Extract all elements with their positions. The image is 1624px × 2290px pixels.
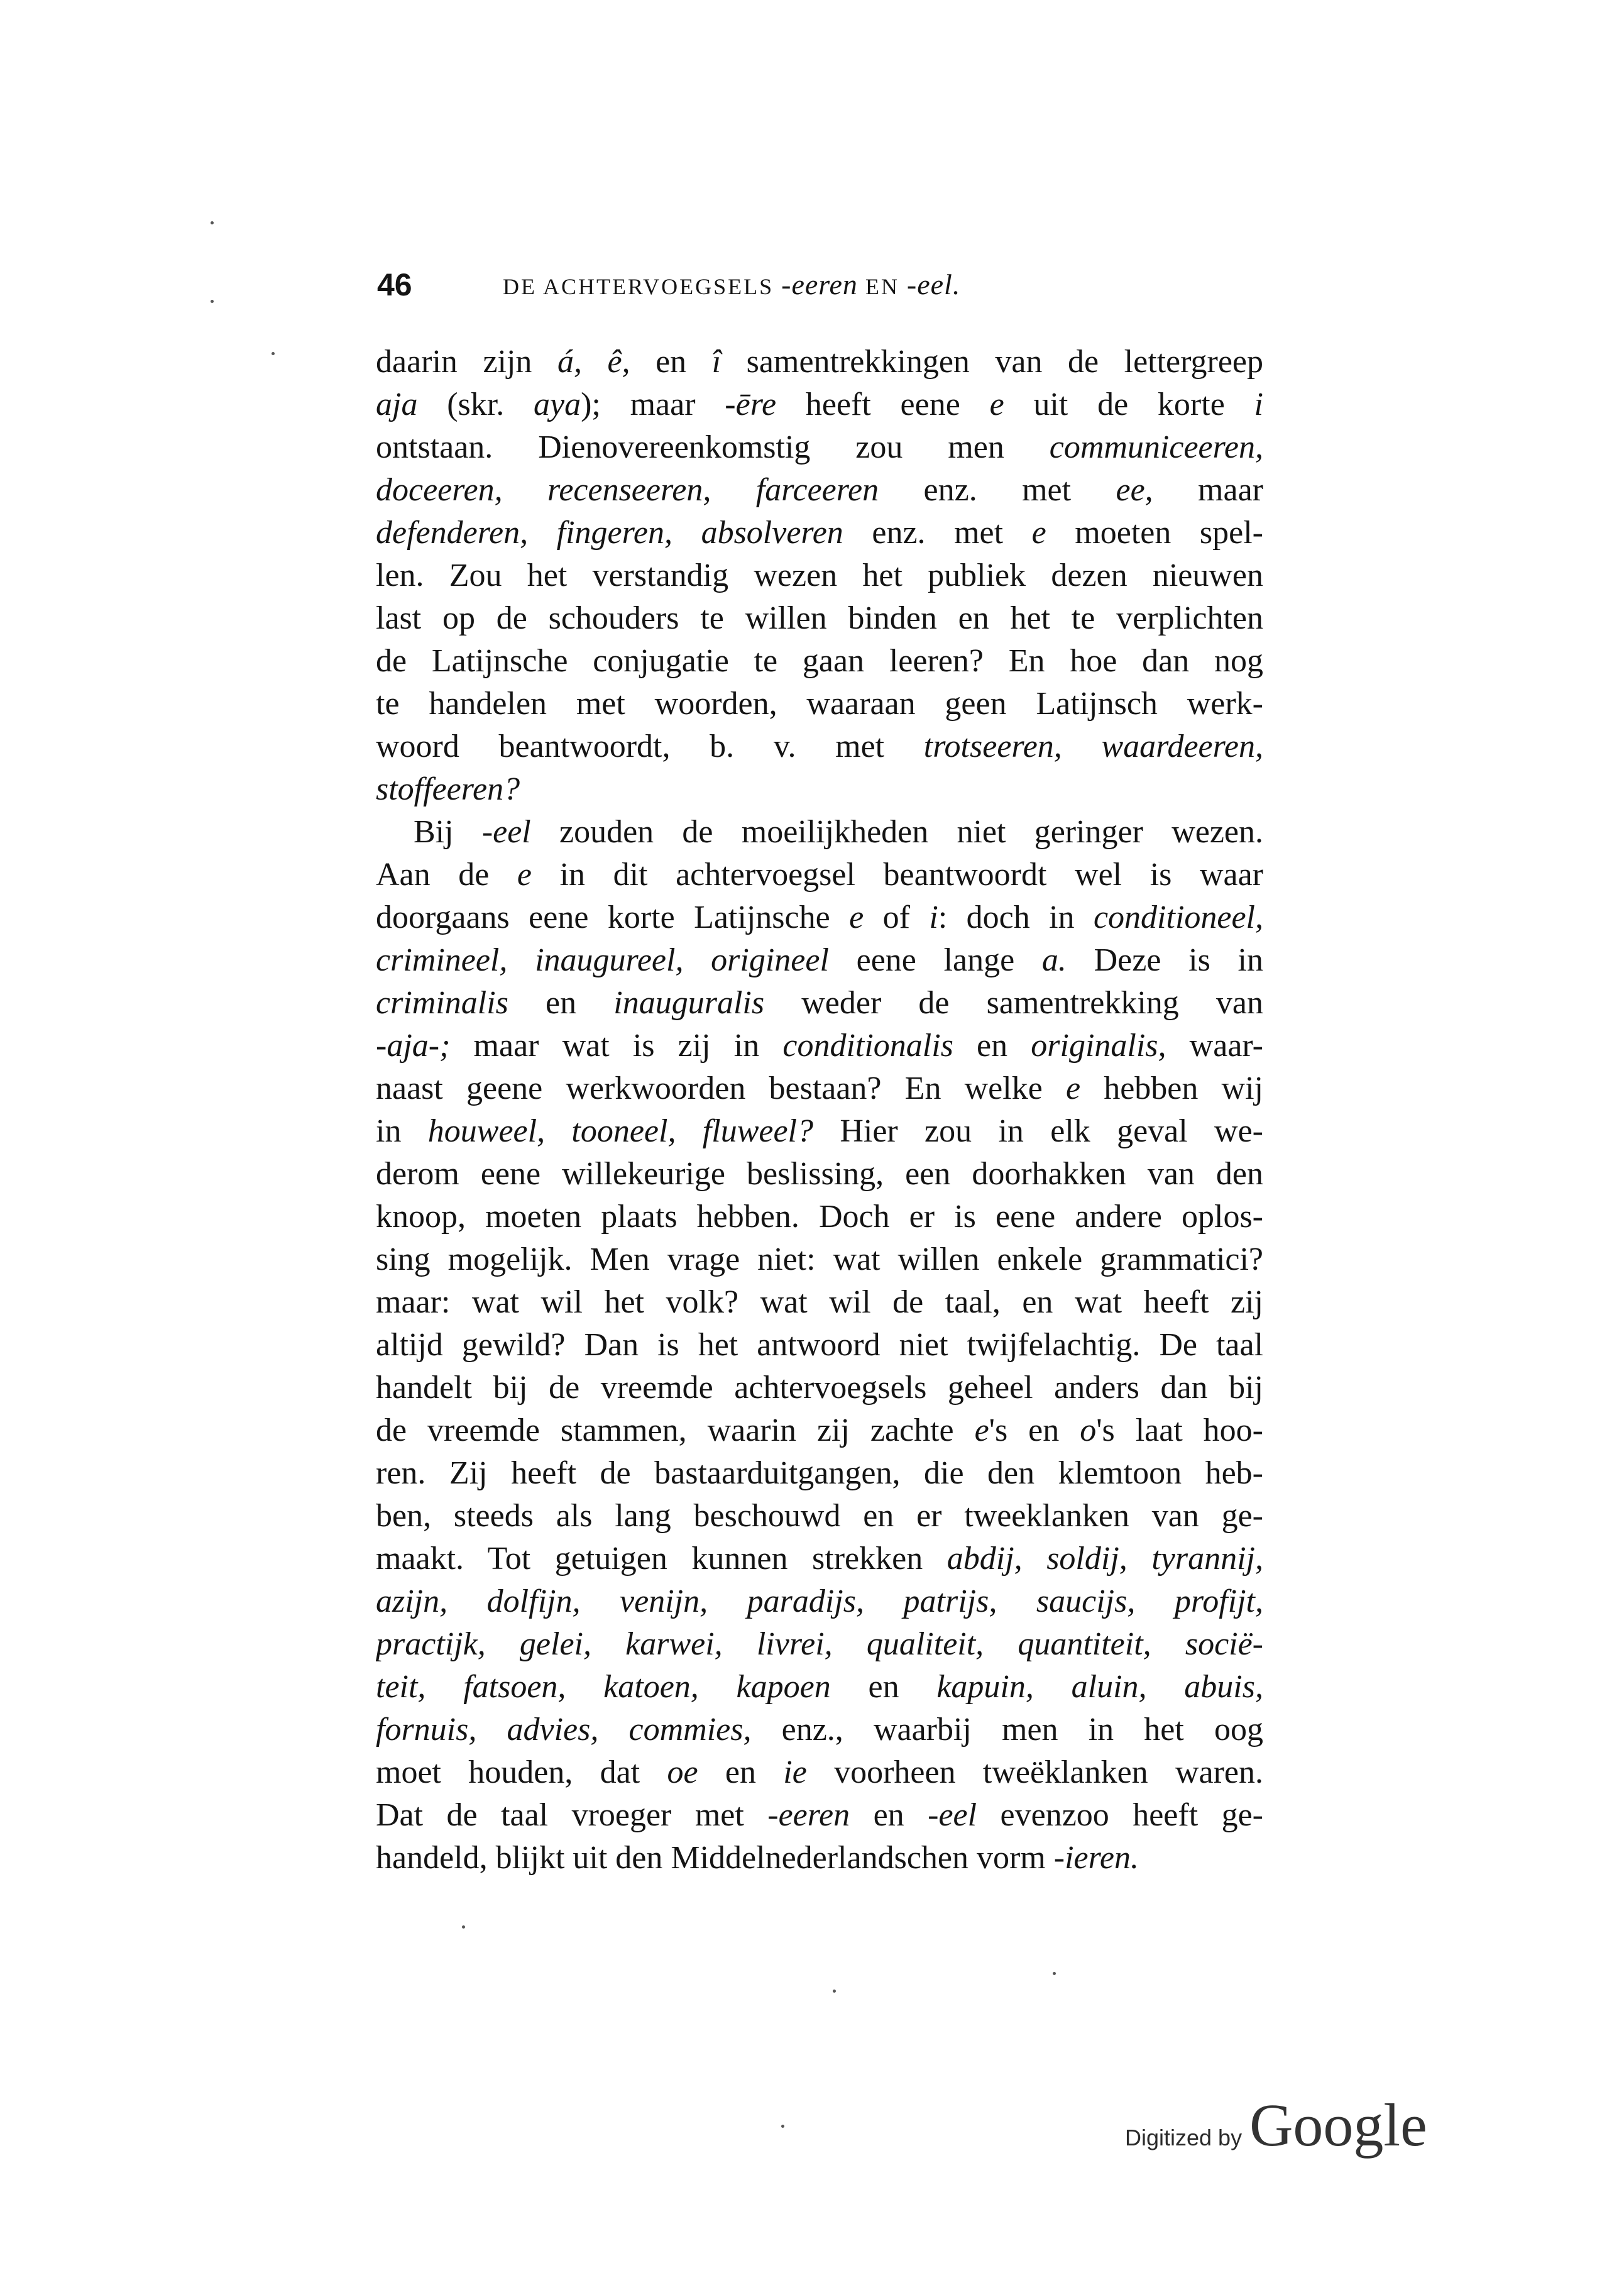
italic-segment: trotseeren, waardeeren,	[923, 729, 1263, 764]
text-line	[376, 1666, 1263, 1709]
italic-segment: ie	[783, 1754, 807, 1790]
scan-speck	[781, 2125, 784, 2128]
scan-speck	[1053, 1972, 1056, 1975]
text-line	[376, 640, 1263, 683]
text-segment: maar	[1153, 472, 1263, 508]
italic-segment: abdij, soldij, tyrannij,	[946, 1541, 1263, 1577]
italic-segment: stoffeeren?	[376, 771, 520, 807]
italic-segment: teit, fatsoen, katoen, kapoen	[376, 1669, 831, 1705]
text-line	[376, 1495, 1263, 1538]
text-segment: knoop, moeten plaats hebben. Doch er is eene andere oplos-	[376, 1199, 1263, 1235]
scan-speck	[272, 352, 275, 355]
text-segment: ben, steeds als lang beschouwd en er tweeklanken van ge-	[376, 1498, 1263, 1534]
digitized-watermark	[1125, 2090, 1427, 2166]
text-segment: handelt bij de vreemde achtervoegsels geheel anders dan bij	[376, 1370, 1263, 1406]
text-line	[376, 1580, 1263, 1623]
scan-speck	[211, 221, 214, 224]
text-line	[376, 469, 1263, 512]
text-segment: Aan de	[376, 857, 517, 893]
running-title-suffix-eeren: -eeren	[781, 268, 858, 300]
italic-segment: practijk, gelei, karwei, livrei, qualiteit, quantiteit, socië-	[376, 1626, 1263, 1662]
text-line	[376, 1709, 1263, 1751]
text-line	[376, 1837, 1263, 1880]
google-logo: Google	[1249, 2091, 1427, 2159]
text-segment: doorgaans eene korte Latijnsche	[376, 900, 850, 935]
italic-segment: crimineel, inaugureel, origineel	[376, 942, 829, 978]
scan-speck	[462, 1925, 465, 1929]
text-line	[376, 341, 1263, 383]
text-segment: enz., waarbij men in het oog	[751, 1712, 1263, 1748]
text-segment: of	[864, 900, 930, 935]
text-segment: last op de schouders te willen binden en het te verplichten	[376, 600, 1263, 636]
italic-segment: e	[517, 857, 532, 893]
text-segment: uit de korte	[1004, 387, 1254, 422]
text-line	[376, 1452, 1263, 1495]
text-segment: en	[850, 1797, 928, 1833]
text-segment: maar wat is zij in	[450, 1028, 783, 1064]
italic-segment: doceeren, recenseeren, farceeren	[376, 472, 879, 508]
page-number: 46	[377, 267, 412, 302]
italic-segment: kapuin, aluin, abuis,	[936, 1669, 1263, 1705]
italic-segment: defenderen, fingeren, absolveren	[376, 515, 843, 551]
text-line	[376, 1751, 1263, 1794]
text-line	[376, 1324, 1263, 1367]
text-line	[376, 426, 1263, 469]
text-segment: Hier zou in elk geval we-	[813, 1113, 1263, 1149]
text-line	[376, 1196, 1263, 1238]
text-segment: altijd gewild? Dan is het antwoord niet twijfelachtig. De taal	[376, 1327, 1263, 1363]
running-title-conjunction: EN	[857, 274, 907, 299]
italic-segment: -ēre	[725, 387, 777, 422]
italic-segment: -eel	[928, 1797, 977, 1833]
text-line	[376, 1110, 1263, 1153]
text-segment: evenzoo heeft ge-	[977, 1797, 1263, 1833]
italic-segment: communiceeren,	[1049, 429, 1263, 465]
italic-segment: inauguralis	[613, 985, 765, 1021]
text-segment: (skr.	[417, 387, 534, 422]
text-line	[376, 1409, 1263, 1452]
text-segment: Dat de taal vroeger met	[376, 1797, 768, 1833]
text-segment: en	[630, 344, 712, 380]
text-line	[376, 811, 1263, 854]
text-segment: waar-	[1166, 1028, 1263, 1064]
italic-segment: conditioneel,	[1093, 900, 1263, 935]
text-segment: en	[508, 985, 614, 1021]
italic-segment: aja	[376, 387, 418, 422]
text-line	[376, 1238, 1263, 1281]
italic-segment: -eel	[481, 814, 531, 850]
text-line	[376, 939, 1263, 982]
italic-segment: ee,	[1116, 472, 1153, 508]
text-segment: de vreemde stammen, waarin zij zachte	[376, 1412, 975, 1448]
body-text	[376, 341, 1263, 1880]
text-line	[376, 1153, 1263, 1196]
text-segment: sing mogelijk. Men vrage niet: wat willen enkele grammatici?	[376, 1241, 1263, 1277]
italic-segment: e	[974, 1412, 989, 1448]
text-line	[376, 554, 1263, 597]
text-line	[376, 1281, 1263, 1324]
italic-segment: aya	[533, 387, 581, 422]
text-segment: weder de samentrekking van	[764, 985, 1263, 1021]
text-segment: woord beantwoordt, b. v. met	[376, 729, 924, 764]
text-segment: maar: wat wil het volk? wat wil de taal, en wat heeft zij	[376, 1284, 1263, 1320]
text-segment: te handelen met woorden, waaraan geen Latijnsch werk-	[376, 686, 1263, 722]
italic-segment: i	[929, 900, 938, 935]
text-segment: 's en	[989, 1412, 1080, 1448]
text-segment: len. Zou het verstandig wezen het publiek dezen nieuwen	[376, 558, 1263, 593]
scan-speck	[833, 1990, 836, 1993]
text-segment: hebben wij	[1080, 1071, 1263, 1106]
text-segment: heeft eene	[776, 387, 990, 422]
text-segment: en	[953, 1028, 1031, 1064]
watermark-prefix: Digitized by	[1125, 2125, 1243, 2150]
italic-segment: -ieren.	[1053, 1840, 1139, 1876]
running-title-suffix-eel: -eel.	[906, 268, 961, 300]
italic-segment: fornuis, advies, commies,	[376, 1712, 752, 1748]
text-segment: voorheen tweëklanken waren.	[806, 1754, 1263, 1790]
text-segment: in dit achtervoegsel beantwoordt wel is waar	[531, 857, 1263, 893]
italic-segment: e	[989, 387, 1004, 422]
italic-segment: oe	[667, 1754, 698, 1790]
text-line	[376, 1067, 1263, 1110]
running-title-text: DE ACHTERVOEGSELS	[503, 274, 782, 299]
running-header	[377, 263, 1263, 307]
text-line	[376, 1794, 1263, 1837]
text-segment: moeten spel-	[1046, 515, 1263, 551]
italic-segment: î	[711, 344, 721, 380]
text-line	[376, 1367, 1263, 1409]
italic-segment: o	[1080, 1412, 1097, 1448]
text-segment: : doch in	[938, 900, 1094, 935]
text-line	[376, 383, 1263, 426]
text-line	[376, 982, 1263, 1025]
text-segment: naast geene werkwoorden bestaan? En welke	[376, 1071, 1066, 1106]
italic-segment: -eeren	[767, 1797, 850, 1833]
italic-segment: i	[1254, 387, 1263, 422]
text-line	[376, 512, 1263, 554]
text-segment: ren. Zij heeft de bastaarduitgangen, die den klemtoon heb-	[376, 1455, 1263, 1491]
italic-segment: á, ê,	[557, 344, 630, 380]
text-segment: derom eene willekeurige beslissing, een doorhakken van den	[376, 1156, 1263, 1192]
text-segment: en	[830, 1669, 937, 1705]
italic-segment: azijn, dolfijn, venijn, paradijs, patrijs, saucijs, profijt,	[376, 1583, 1263, 1619]
italic-segment: -aja-;	[376, 1028, 451, 1064]
text-segment: en	[698, 1754, 784, 1790]
text-line	[376, 1538, 1263, 1580]
text-segment: 's laat hoo-	[1096, 1412, 1263, 1448]
italic-segment: originalis,	[1031, 1028, 1166, 1064]
text-segment: zouden de moeilijkheden niet geringer wezen.	[530, 814, 1263, 850]
scan-speck	[211, 300, 214, 303]
text-line	[376, 896, 1263, 939]
text-segment: de Latijnsche conjugatie te gaan leeren? En hoe dan nog	[376, 643, 1263, 679]
text-line	[376, 725, 1263, 768]
text-segment: Deze is in	[1066, 942, 1263, 978]
text-line	[376, 854, 1263, 896]
text-segment: moet houden, dat	[376, 1754, 667, 1790]
text-segment: samentrekkingen van de lettergreep	[721, 344, 1263, 380]
text-segment: Bij	[414, 814, 482, 850]
text-segment: in	[376, 1113, 428, 1149]
italic-segment: houweel, tooneel, fluweel?	[427, 1113, 813, 1149]
text-segment: enz. met	[843, 515, 1032, 551]
italic-segment: conditionalis	[782, 1028, 953, 1064]
text-segment: enz. met	[879, 472, 1116, 508]
text-line	[376, 1025, 1263, 1067]
italic-segment: a.	[1041, 942, 1067, 978]
text-line	[376, 1623, 1263, 1666]
text-line	[376, 597, 1263, 640]
text-segment: handeld, blijkt uit den Middelnederlandschen vorm	[376, 1840, 1054, 1876]
italic-segment: criminalis	[376, 985, 508, 1021]
italic-segment: e	[1065, 1071, 1081, 1106]
text-segment: daarin zijn	[376, 344, 557, 380]
text-segment: ); maar	[581, 387, 725, 422]
italic-segment: e	[849, 900, 864, 935]
text-line	[376, 683, 1263, 725]
italic-segment: e	[1031, 515, 1046, 551]
running-title	[503, 263, 960, 309]
text-segment: ontstaan. Dienovereenkomstig zou men	[376, 429, 1050, 465]
text-line	[376, 768, 1263, 811]
text-segment: eene lange	[828, 942, 1042, 978]
text-segment: maakt. Tot getuigen kunnen strekken	[376, 1541, 947, 1577]
